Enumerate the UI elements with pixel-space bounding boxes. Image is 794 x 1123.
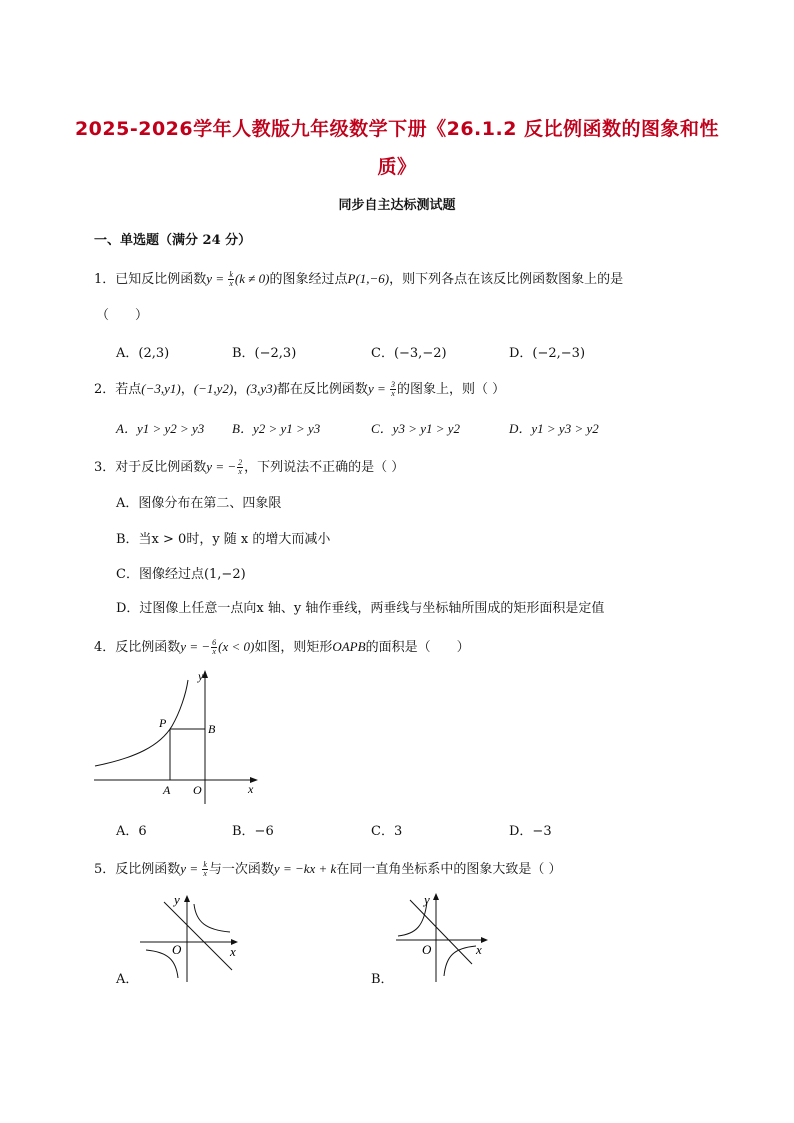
y-axis-label: y xyxy=(424,892,430,907)
question-text: 对于反比例函数 xyxy=(115,460,207,475)
fraction xyxy=(228,271,234,288)
linear-function: y = −kx + k xyxy=(273,861,337,876)
separator: ， xyxy=(233,382,247,397)
q4-option-d[interactable]: D．−3 xyxy=(509,824,552,839)
linear-line xyxy=(410,900,472,964)
function-lhs: y = xyxy=(180,861,202,876)
fraction-numerator: 6 xyxy=(212,638,217,647)
fraction xyxy=(211,639,217,656)
question-text: 反比例函数 xyxy=(115,640,181,655)
question-text: 的图象经过点 xyxy=(269,272,348,287)
point-3: (3,y3) xyxy=(246,381,277,396)
point-p: P(1,−6) xyxy=(347,271,390,286)
x-axis-arrow-icon xyxy=(481,937,488,943)
q3-option-d[interactable]: D．过图像上任意一点向x 轴、y 轴作垂线，两垂线与坐标轴所围成的矩形面积是定值 xyxy=(116,601,605,616)
q2-option-a[interactable]: A．y1 > y2 > y3 xyxy=(116,421,205,436)
q1-option-a[interactable]: A．(2,3) xyxy=(116,346,170,361)
y-axis-label: y xyxy=(198,669,204,683)
hyperbola-branch-1 xyxy=(398,902,427,936)
fraction xyxy=(390,381,396,398)
question-number: 2． xyxy=(94,382,116,397)
condition: (x < 0) xyxy=(218,639,255,654)
q2-option-d[interactable]: D．y1 > y3 > y2 xyxy=(509,421,599,436)
q3-option-b[interactable]: B．当x > 0时，y 随 x 的增大而减小 xyxy=(116,532,331,547)
question-text: 反比例函数 xyxy=(115,862,181,877)
point-1: (−3,y1) xyxy=(141,381,181,396)
fraction-denominator: x xyxy=(238,467,242,476)
q4-option-b[interactable]: B．−6 xyxy=(232,824,274,839)
q4-option-c[interactable]: C．3 xyxy=(371,824,403,839)
fraction-denominator: x xyxy=(391,389,395,398)
document-title-line-2: 质》 xyxy=(377,156,417,178)
q1-option-b[interactable]: B．(−2,3) xyxy=(232,346,297,361)
question-number: 1． xyxy=(94,272,116,287)
q4-option-a[interactable]: A．6 xyxy=(116,824,147,839)
hyperbola-curve xyxy=(95,680,188,766)
question-4-stem xyxy=(94,636,470,656)
function-lhs: y = − xyxy=(206,459,237,474)
q1-option-d[interactable]: D．(−2,−3) xyxy=(509,346,586,361)
question-text: 如图，则矩形 xyxy=(254,640,333,655)
fraction-numerator: 2 xyxy=(238,458,243,467)
question-number: 3． xyxy=(94,460,116,475)
point-p-label: P xyxy=(159,716,167,730)
fraction-numerator: k xyxy=(229,270,233,279)
point-2: (−1,y2) xyxy=(193,381,234,396)
section-heading: 一、单选题（满分 24 分） xyxy=(94,233,252,248)
hyperbola-branch-1 xyxy=(194,904,230,932)
question-text: 的图象上，则（ ） xyxy=(396,382,506,397)
question-2-stem xyxy=(94,378,505,398)
y-axis-label: y xyxy=(174,892,180,907)
q2-option-c[interactable]: C．y3 > y1 > y2 xyxy=(371,421,461,436)
q2-option-b[interactable]: B．y2 > y1 > y3 xyxy=(232,421,321,436)
condition: (k ≠ 0) xyxy=(234,271,270,286)
y-axis-arrow-icon xyxy=(433,893,439,900)
q5-option-a-label[interactable]: A． xyxy=(116,972,139,987)
function-lhs: y = − xyxy=(180,639,211,654)
separator: ， xyxy=(180,382,194,397)
point-b-label: B xyxy=(208,722,216,736)
point-a-label: A xyxy=(163,783,171,797)
q4-graph xyxy=(90,664,265,810)
question-text: 都在反比例函数 xyxy=(276,382,368,397)
fraction xyxy=(202,861,208,878)
y-axis-arrow-icon xyxy=(184,895,190,902)
fraction-denominator: x xyxy=(212,647,216,656)
question-text: 已知反比例函数 xyxy=(115,272,207,287)
q5-graph-a[interactable] xyxy=(132,888,244,988)
function-lhs: y = xyxy=(367,381,389,396)
origin-label: O xyxy=(172,942,182,957)
fraction xyxy=(237,459,243,476)
question-text: ，则下列各点在该反比例函数图象上的是 xyxy=(389,272,624,287)
x-axis-label: x xyxy=(248,782,254,796)
x-axis-label: x xyxy=(476,942,482,957)
question-text: 在同一直角坐标系中的图象大致是（ ） xyxy=(336,862,562,877)
question-text: 若点 xyxy=(115,382,142,397)
question-text: 与一次函数 xyxy=(208,862,274,877)
q3-option-c[interactable]: C．图像经过点(1,−2) xyxy=(116,567,246,582)
fraction-numerator: 3 xyxy=(390,380,395,389)
q5-option-b-label[interactable]: B． xyxy=(371,972,394,987)
q5-graph-b[interactable] xyxy=(390,888,494,988)
document-subtitle: 同步自主达标测试题 xyxy=(338,198,456,213)
q1-option-c[interactable]: C．(−3,−2) xyxy=(371,346,447,361)
function-lhs: y = xyxy=(206,271,228,286)
fraction-denominator: x xyxy=(203,869,207,878)
question-number: 5． xyxy=(94,862,116,877)
hyperbola-branch-2 xyxy=(444,946,476,976)
x-axis-label: x xyxy=(230,944,236,959)
question-3-stem xyxy=(94,456,404,476)
fraction-numerator: k xyxy=(203,860,207,869)
answer-parentheses: （ ） xyxy=(96,308,149,323)
question-text: 的面积是（ ） xyxy=(365,640,470,655)
question-5-stem xyxy=(94,858,561,878)
origin-label: O xyxy=(193,783,202,797)
question-1-stem xyxy=(94,268,623,288)
linear-line xyxy=(164,902,232,970)
origin-label: O xyxy=(422,942,432,957)
question-text: ，下列说法不正确的是（ ） xyxy=(244,460,405,475)
rectangle-name: OAPB xyxy=(332,639,366,654)
q3-option-a[interactable]: A．图像分布在第二、四象限 xyxy=(116,496,282,511)
document-title-line-1: 2025-2026学年人教版九年级数学下册《26.1.2 反比例函数的图象和性 xyxy=(74,118,720,140)
fraction-denominator: x xyxy=(229,279,233,288)
question-number: 4． xyxy=(94,640,116,655)
